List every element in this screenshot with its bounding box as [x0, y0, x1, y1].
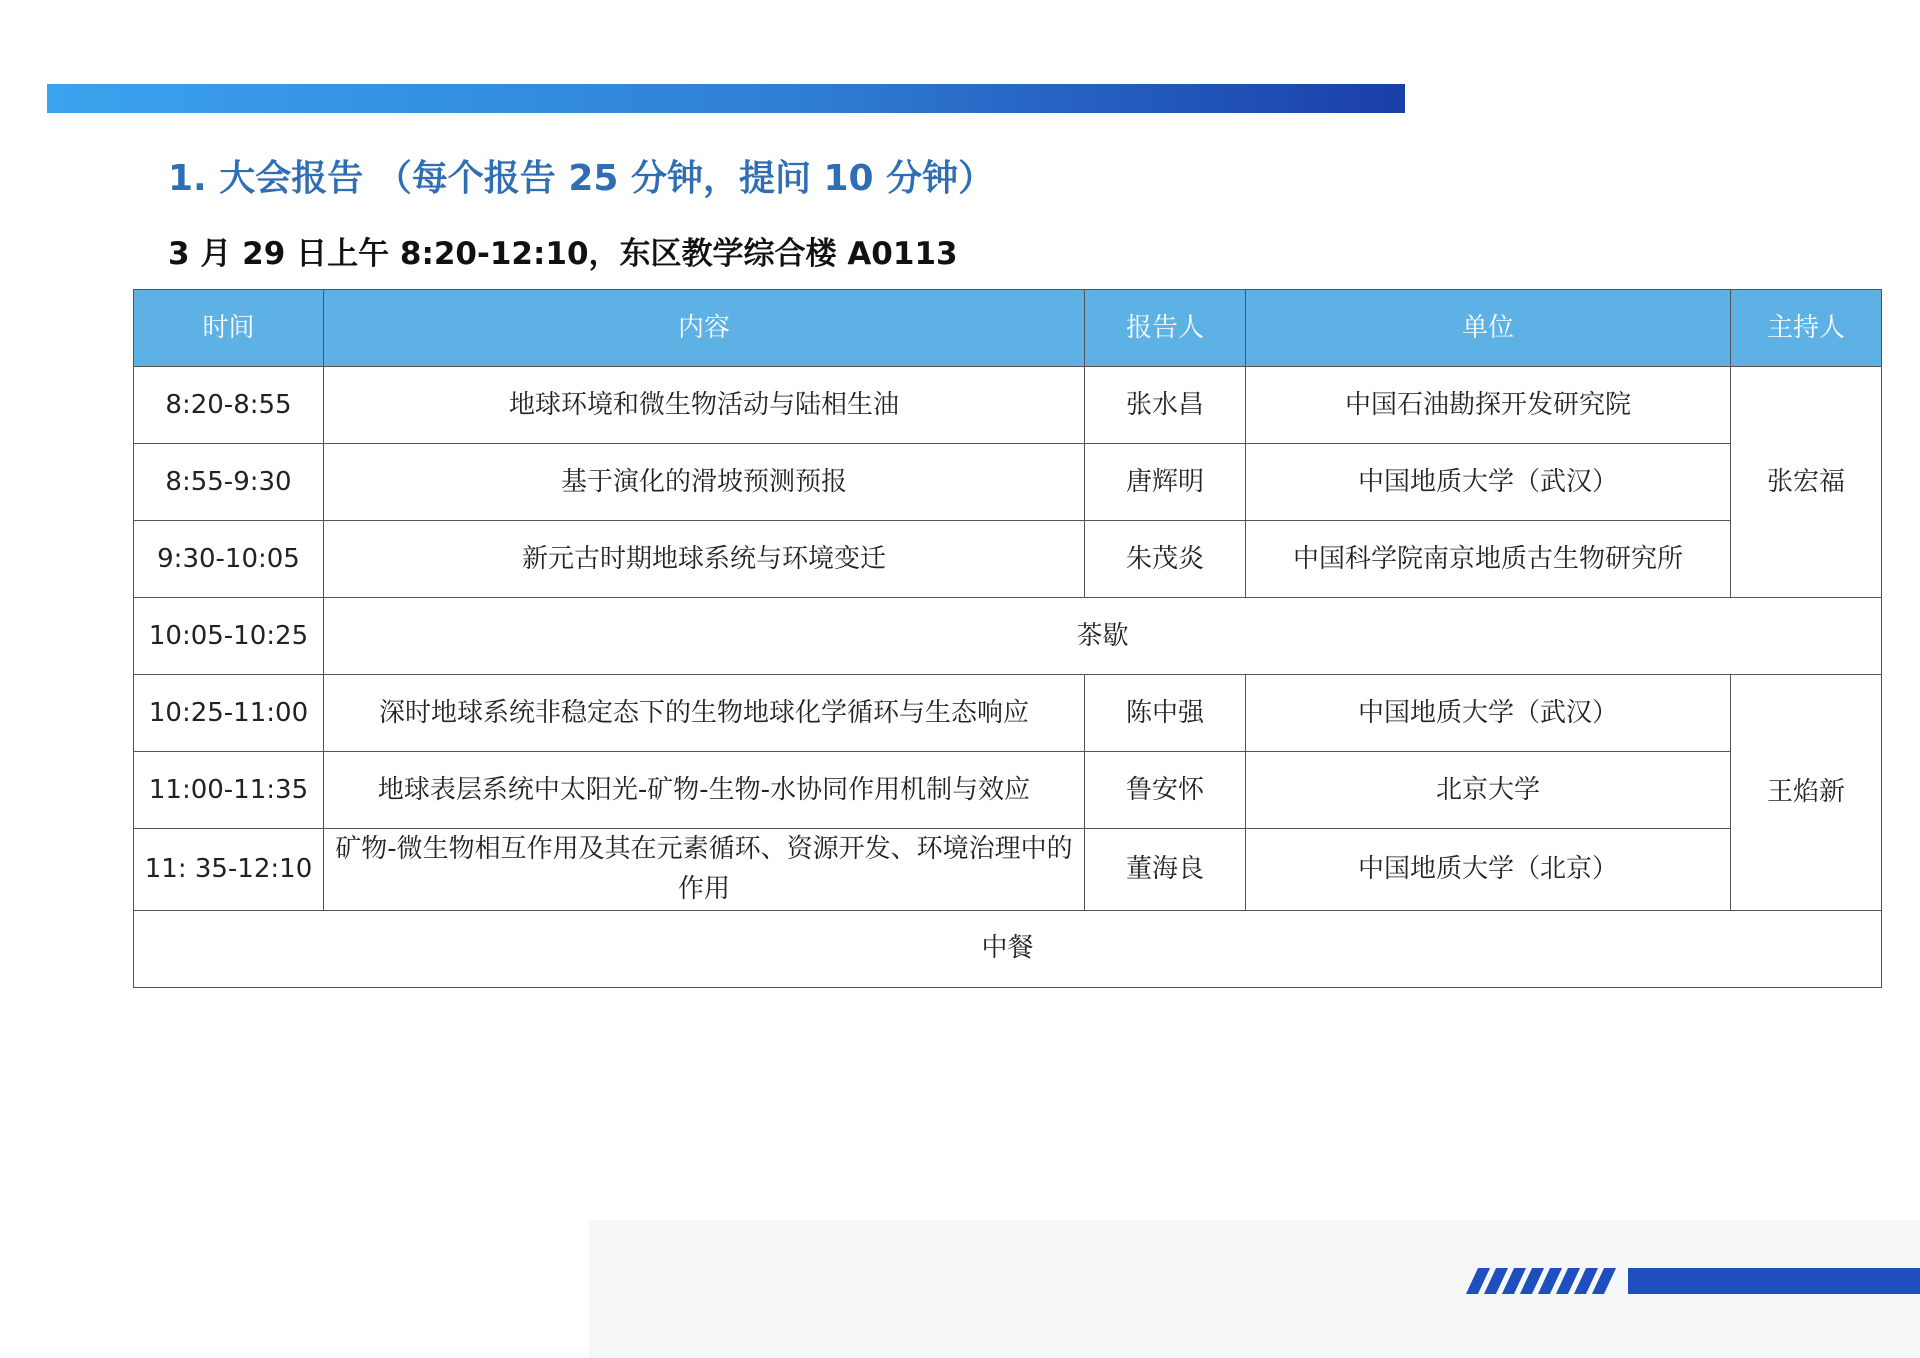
- speaker-cell: 张水昌: [1085, 367, 1246, 444]
- time-cell: 11:00-11:35: [134, 752, 324, 829]
- speaker-cell: 唐辉明: [1085, 444, 1246, 521]
- table-row: [134, 675, 1882, 752]
- table-row: [134, 521, 1882, 598]
- section-title: 1. 大会报告 （每个报告 25 分钟，提问 10 分钟）: [168, 158, 995, 199]
- host-cell: 张宏福: [1731, 367, 1882, 598]
- unit-cell: 中国地质大学（武汉）: [1246, 444, 1731, 521]
- speaker-cell: 鲁安怀: [1085, 752, 1246, 829]
- table-row: [134, 829, 1882, 911]
- table-header-row: [134, 290, 1882, 367]
- header-speaker: 报告人: [1085, 290, 1246, 367]
- header-host: 主持人: [1731, 290, 1882, 367]
- session-title: 3 月 29 日上午 8:20-12:10，东区教学综合楼 A0113: [168, 236, 958, 272]
- host-cell: 王焰新: [1731, 675, 1882, 911]
- content-cell: 矿物-微生物相互作用及其在元素循环、资源开发、环境治理中的作用: [324, 829, 1085, 911]
- table-row: [134, 367, 1882, 444]
- header-time: 时间: [134, 290, 324, 367]
- unit-cell: 中国地质大学（武汉）: [1246, 675, 1731, 752]
- schedule-table: [133, 289, 1882, 988]
- lunch-cell: 中餐: [134, 910, 1882, 987]
- time-cell: 10:25-11:00: [134, 675, 324, 752]
- unit-cell: 北京大学: [1246, 752, 1731, 829]
- content-cell: 地球环境和微生物活动与陆相生油: [324, 367, 1085, 444]
- time-cell: 10:05-10:25: [134, 598, 324, 675]
- content-cell: 基于演化的滑坡预测预报: [324, 444, 1085, 521]
- header-unit: 单位: [1246, 290, 1731, 367]
- content-cell: 新元古时期地球系统与环境变迁: [324, 521, 1085, 598]
- unit-cell: 中国石油勘探开发研究院: [1246, 367, 1731, 444]
- break-cell: 茶歇: [324, 598, 1882, 675]
- content-cell: 深时地球系统非稳定态下的生物地球化学循环与生态响应: [324, 675, 1085, 752]
- content-cell: 地球表层系统中太阳光-矿物-生物-水协同作用机制与效应: [324, 752, 1085, 829]
- speaker-cell: 陈中强: [1085, 675, 1246, 752]
- header-content: 内容: [324, 290, 1085, 367]
- table-row: [134, 752, 1882, 829]
- time-cell: 9:30-10:05: [134, 521, 324, 598]
- header-accent-bar: [47, 84, 1405, 113]
- table-row: [134, 444, 1882, 521]
- unit-cell: 中国地质大学（北京）: [1246, 829, 1731, 911]
- unit-cell: 中国科学院南京地质古生物研究所: [1246, 521, 1731, 598]
- speaker-cell: 朱茂炎: [1085, 521, 1246, 598]
- lunch-row: [134, 910, 1882, 987]
- footer-accent-bar: [1628, 1268, 1920, 1294]
- speaker-cell: 董海良: [1085, 829, 1246, 911]
- time-cell: 11: 35-12:10: [134, 829, 324, 911]
- time-cell: 8:20-8:55: [134, 367, 324, 444]
- footer-stripes: [1472, 1268, 1632, 1294]
- break-row: [134, 598, 1882, 675]
- time-cell: 8:55-9:30: [134, 444, 324, 521]
